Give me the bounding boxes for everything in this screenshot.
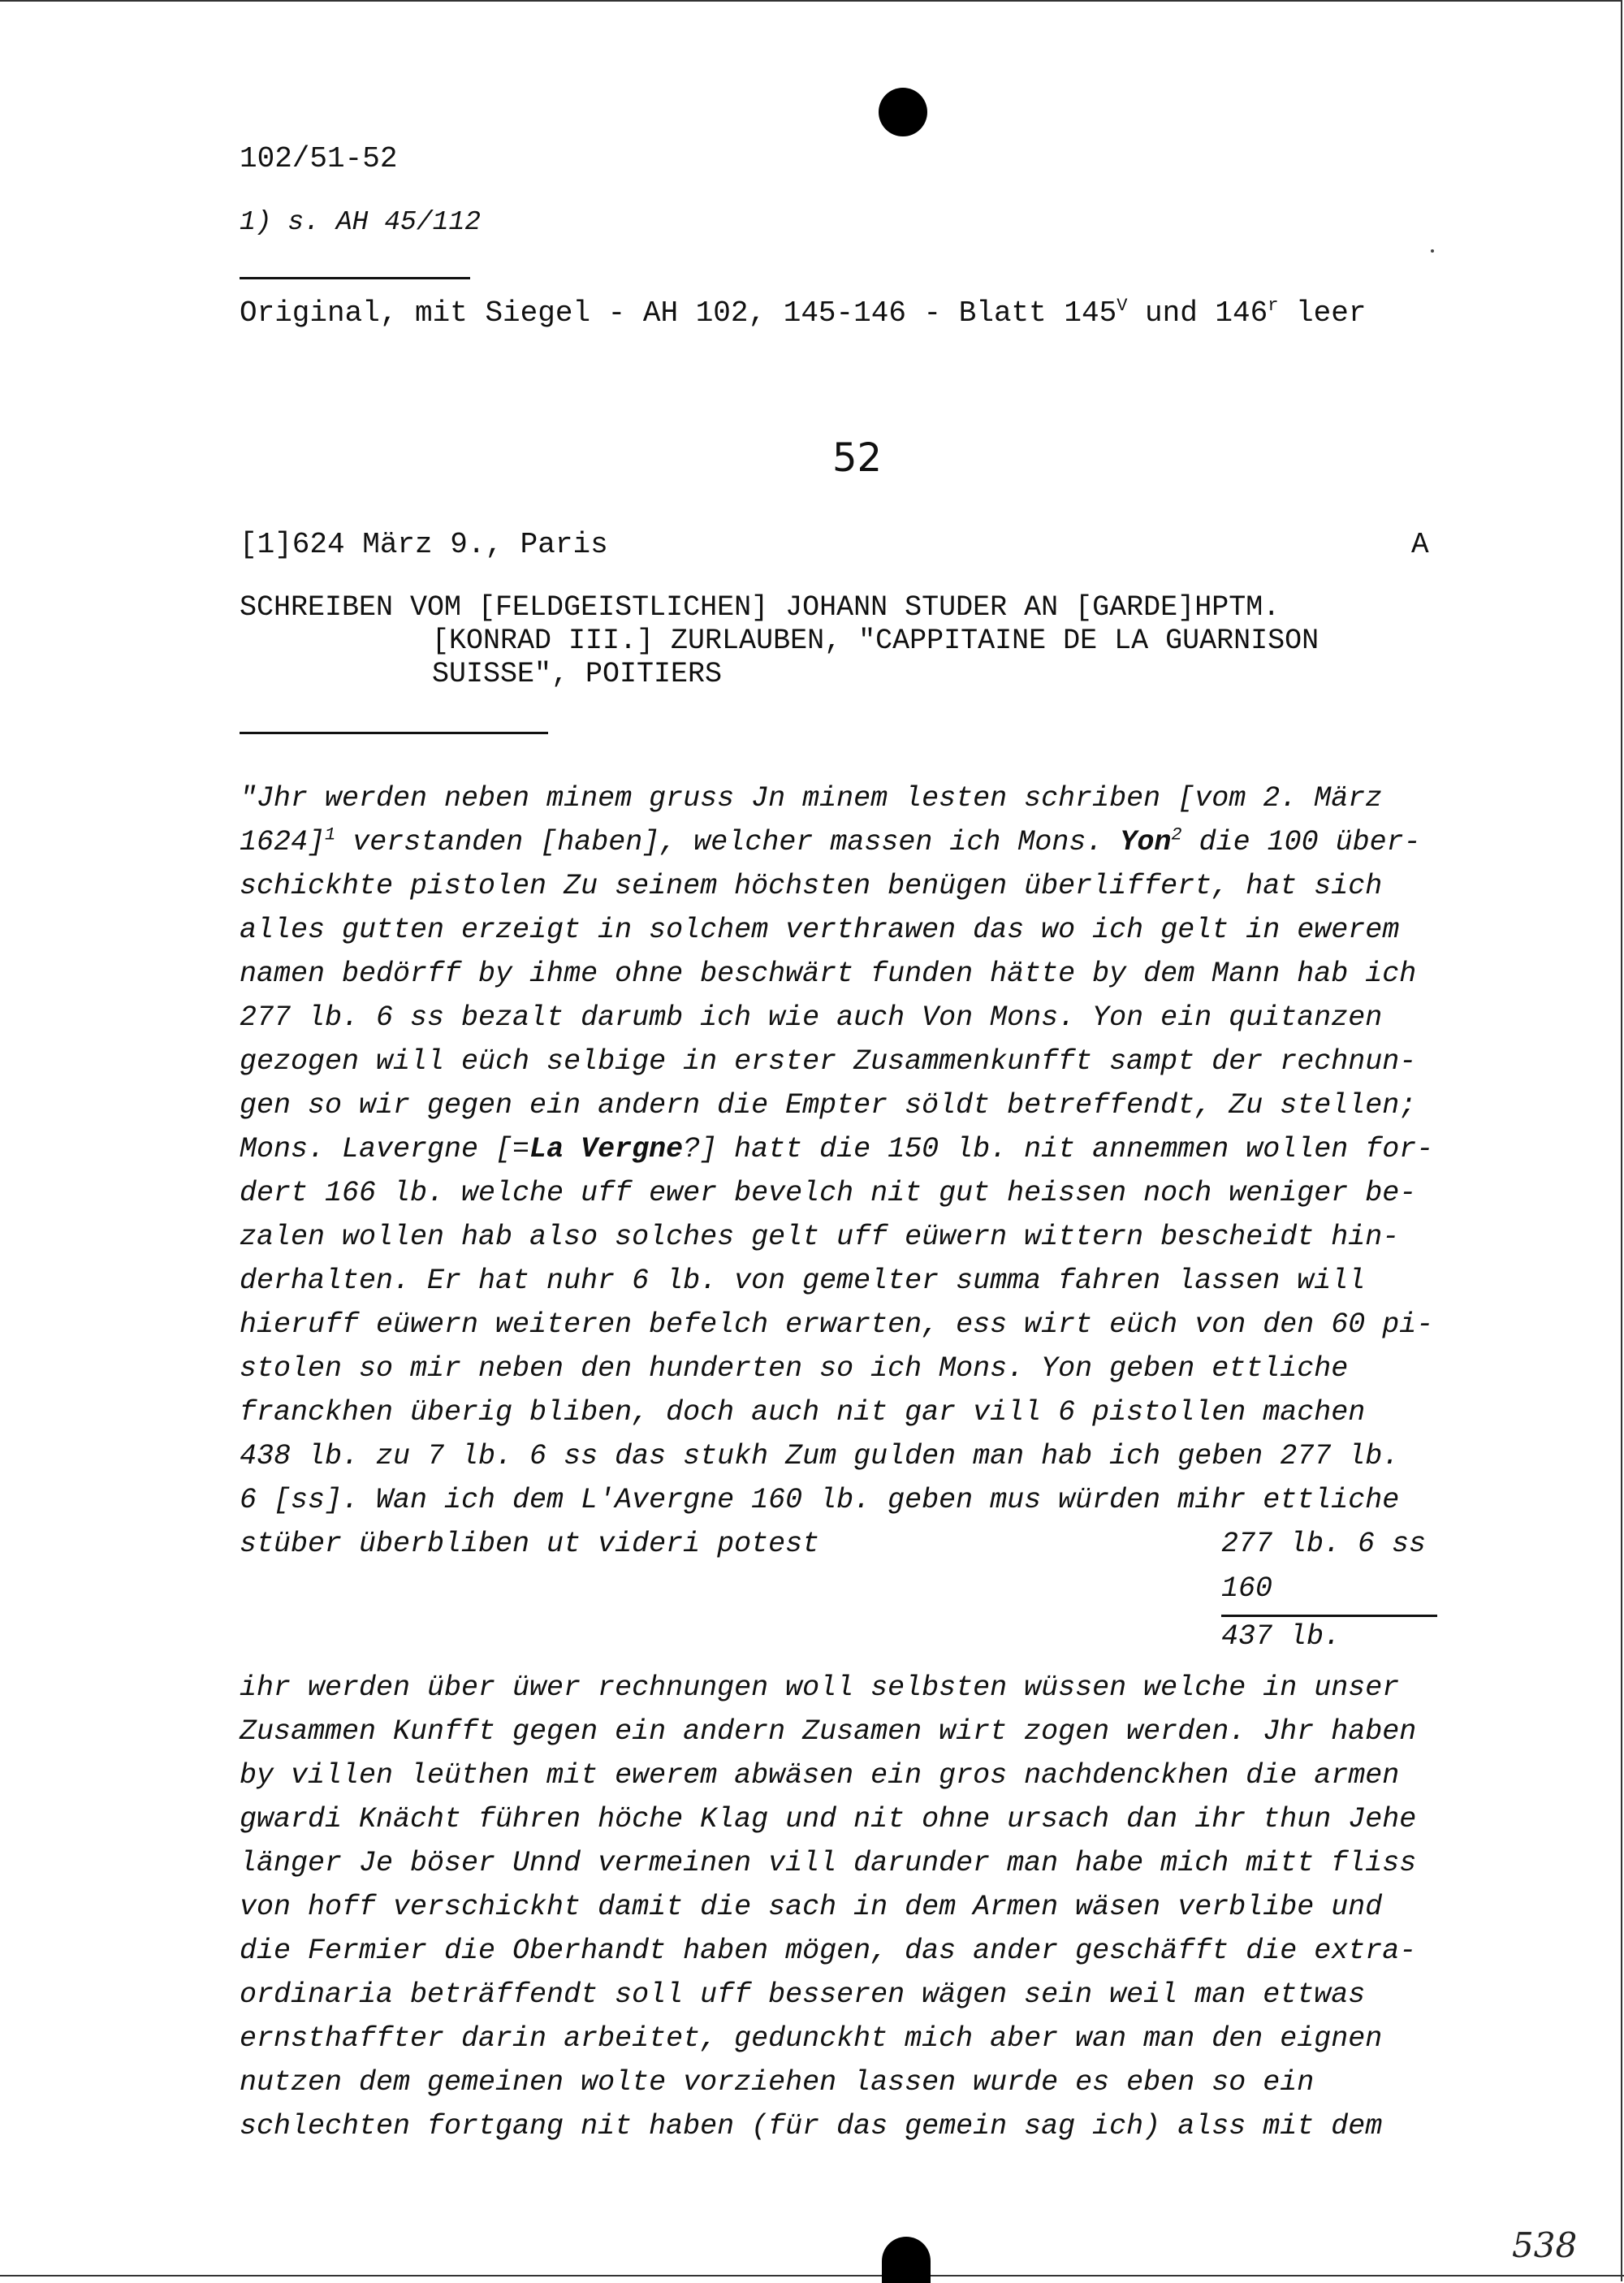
bold-name: Yon <box>1120 826 1172 858</box>
scan-speck <box>1431 249 1434 253</box>
calculation-total: 437 lb. <box>1221 1620 1341 1653</box>
body-line: schickhte pistolen Zu seinem höchsten benügen überliffert, hat sich <box>240 870 1383 902</box>
footnote-marker-2: 2 <box>1171 824 1182 845</box>
source-sup-r: r <box>1268 296 1279 316</box>
body-line: nutzen dem gemeinen wolte vorziehen lassen wurde es eben so ein <box>240 2066 1315 2099</box>
body-text: ?] hatt die 150 lb. nit annemmen wollen for- <box>683 1133 1434 1165</box>
heading-line-3: SUISSE", POITIERS <box>432 658 723 690</box>
footnote-marker-1: 1 <box>325 824 336 845</box>
punch-hole-top <box>879 88 927 136</box>
date-line: [1]624 März 9., Paris <box>240 528 608 561</box>
body-line: 438 lb. zu 7 lb. 6 ss das stukh Zum gulden man hab ich geben 277 lb. <box>240 1440 1400 1472</box>
body-line: franckhen überig bliben, doch auch nit gar vill 6 pistollen machen <box>240 1396 1366 1429</box>
body-line: 277 lb. 6 ss bezalt darumb ich wie auch Von Mons. Yon ein quitanzen <box>240 1001 1383 1034</box>
body-line: "Jhr werden neben minem gruss Jn minem lesten schriben [vom 2. März <box>240 782 1383 815</box>
body-line: länger Je böser Unnd vermeinen vill darunder man habe mich mitt fliss <box>240 1847 1417 1879</box>
body-text: die 100 über- <box>1181 826 1421 858</box>
source-line <box>240 296 1366 330</box>
source-lead: Original, mit Siegel - AH 102, 145-146 - Blatt 145 <box>240 296 1117 330</box>
body-line: Zusammen Kunfft gegen ein andern Zusamen wirt zogen werden. Jhr haben <box>240 1715 1417 1748</box>
body-line: alles gutten erzeigt in solchem verthrawen das wo ich gelt in ewerem <box>240 914 1400 946</box>
punch-hole-bottom <box>882 2237 931 2283</box>
body-line <box>240 1133 1433 1165</box>
body-line: derhalten. Er hat nuhr 6 lb. von gemelter summa fahren lassen will <box>240 1265 1366 1297</box>
page-bottom-edge <box>0 2275 1624 2277</box>
heading-line-1: SCHREIBEN VOM [FELDGEISTLICHEN] JOHANN STUDER AN [GARDE]HPTM. <box>240 591 1281 624</box>
body-text: 1624] <box>240 826 326 858</box>
body-line: hieruff eüwern weiteren befelch erwarten, ess wirt eüch von den 60 pi- <box>240 1308 1434 1341</box>
body-line: namen bedörff by ihme ohne beschwärt funden hätte by dem Mann hab ich <box>240 958 1417 990</box>
reference-number: 102/51-52 <box>240 142 398 175</box>
footnote-rule <box>240 277 470 279</box>
bold-name: La Vergne <box>529 1133 684 1165</box>
body-line: schlechten fortgang nit haben (für das gemein sag ich) alss mit dem <box>240 2110 1383 2142</box>
body-line: stüber überbliben ut videri potest <box>240 1528 820 1560</box>
body-line: die Fermier die Oberhandt haben mögen, das ander geschäfft die extra- <box>240 1935 1417 1967</box>
body-line <box>240 826 1421 858</box>
body-text: Mons. Lavergne [= <box>240 1133 530 1165</box>
body-text: verstanden [haben], welcher massen ich Mons. <box>335 826 1121 858</box>
body-line: gwardi Knächt führen höche Klag und nit ohne ursach dan ihr thun Jehe <box>240 1803 1417 1835</box>
calculation-line-2: 160 <box>1221 1572 1273 1605</box>
body-line: zalen wollen hab also solches gelt uff eüwern wittern bescheidt hin- <box>240 1221 1400 1253</box>
body-line: ordinaria beträffendt soll uff besseren wägen sein weil man ettwas <box>240 1978 1366 2011</box>
source-sup-v: V <box>1116 296 1128 316</box>
body-line: gezogen will eüch selbige in erster Zusammenkunfft sampt der rechnun- <box>240 1045 1417 1078</box>
body-line: ernsthaffter darin arbeitet, gedunckht mich aber wan man den eignen <box>240 2022 1383 2055</box>
calculation-rule <box>1221 1615 1437 1617</box>
footnote-1: 1) s. AH 45/112 <box>240 207 482 237</box>
handwritten-page-number: 538 <box>1512 2225 1578 2265</box>
document-number: 52 <box>832 435 883 481</box>
body-line: stolen so mir neben den hunderten so ich Mons. Yon geben ettliche <box>240 1352 1349 1385</box>
document-letter: A <box>1411 528 1429 561</box>
source-tail: leer <box>1278 296 1367 330</box>
body-line: by villen leüthen mit ewerem abwäsen ein gros nachdenckhen die armen <box>240 1759 1400 1792</box>
body-line: 6 [ss]. Wan ich dem L'Avergne 160 lb. geben mus würden mihr ettliche <box>240 1484 1400 1516</box>
heading-line-2: [KONRAD III.] ZURLAUBEN, "CAPPITAINE DE LA GUARNISON <box>432 625 1320 657</box>
body-line: dert 166 lb. welche uff ewer bevelch nit gut heissen noch weniger be- <box>240 1177 1417 1209</box>
heading-rule <box>240 732 548 734</box>
calculation-line-1: 277 lb. 6 ss <box>1221 1528 1427 1560</box>
body-line: von hoff verschickht damit die sach in dem Armen wäsen verblibe und <box>240 1891 1383 1923</box>
source-mid: und 146 <box>1127 296 1268 330</box>
body-line: gen so wir gegen ein andern die Empter söldt betreffendt, Zu stellen; <box>240 1089 1417 1122</box>
body-line: ihr werden über üwer rechnungen woll selbsten wüssen welche in unser <box>240 1671 1400 1704</box>
